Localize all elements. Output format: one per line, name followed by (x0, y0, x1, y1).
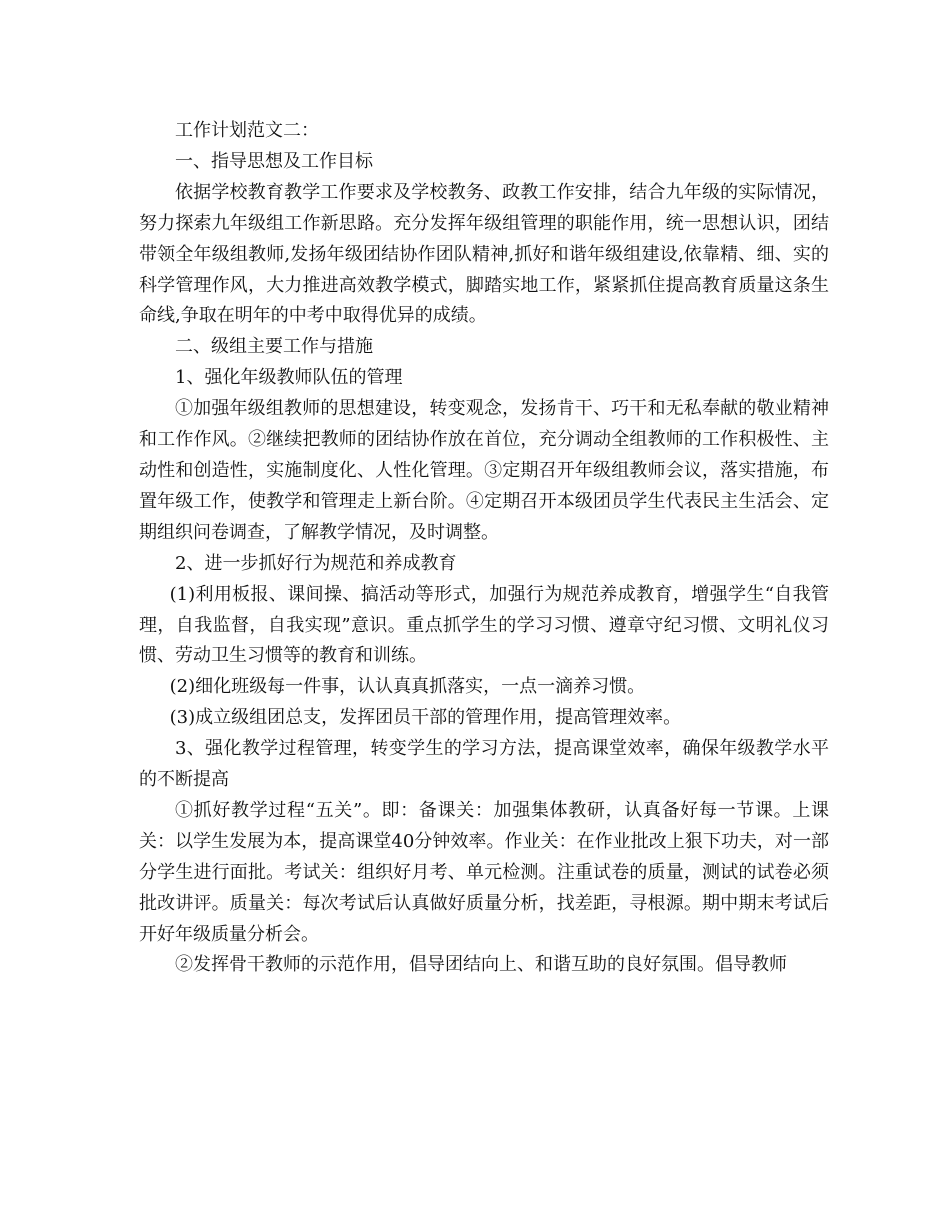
subsection-heading: 2、进一步抓好行为规范和养成教育 (175, 552, 457, 574)
document-body (139, 116, 829, 981)
subsection-heading: 1、强化年级教师队伍的管理 (175, 367, 403, 389)
body-paragraph: ①抓好教学过程“五关”。即：备课关：加强集体教研，认真备好每一节课。上课关：以学生发展为本，提高课堂40分钟效率。作业关：在作业批改上狠下功夫，对一部分学生进行面批。考试关：组织好月考、单元检测。注重试卷的质量，测试的试卷必须批改讲评。质量关：每次考试后认真做好质量分析，找差距，寻根源。期中期末考试后开好年级质量分析会。 (139, 799, 829, 945)
body-paragraph: (1)利用板报、课间操、搞活动等形式，加强行为规范养成教育，增强学生“自我管理，自我监督，自我实现”意识。重点抓学生的学习习惯、遵章守纪习惯、文明礼仪习惯、劳动卫生习惯等的教育和训练。 (139, 583, 829, 667)
body-paragraph: ②发挥骨干教师的示范作用，倡导团结向上、和谐互助的良好氛围。倡导教师 (175, 954, 787, 976)
body-paragraph: (2)细化班级每一件事，认认真真抓落实，一点一滴养习惯。 (169, 676, 646, 698)
section-heading: 一、指导思想及工作目标 (175, 150, 373, 172)
body-paragraph: ①加强年级组教师的思想建设，转变观念，发扬肯干、巧干和无私奉献的敬业精神和工作作风。②继续把教师的团结协作放在首位，充分调动全组教师的工作积极性、主动性和创造性，实施制度化、人性化管理。③定期召开年级组教师会议，落实措施，布置年级工作，使教学和管理走上新台阶。④定期召开本级团员学生代表民主生活会、定期组织问卷调查，了解教学情况，及时调整。 (139, 398, 829, 543)
document-heading: 工作计划范文二： (175, 120, 319, 141)
body-paragraph: (3)成立级组团总支，发挥团员干部的管理作用，提高管理效率。 (169, 707, 682, 729)
subsection-heading: 3、强化教学过程管理，转变学生的学习方法，提高课堂效率，确保年级教学水平的不断提高 (139, 738, 829, 791)
section-heading: 二、级组主要工作与措施 (175, 336, 373, 358)
body-paragraph: 依据学校教育教学工作要求及学校教务、政教工作安排，结合九年级的实际情况，努力探索九年级组工作新思路。充分发挥年级组管理的职能作用，统一思想认识，团结带领全年级组教师,发扬年级团结协作团队精神,抓好和谐年级组建设,依靠精、细、实的科学管理作风，大力推进高效教学模式，脚踏实地工作，紧紧抓住提高教育质量这条生命线,争取在明年的中考中取得优异的成绩。 (139, 181, 829, 327)
